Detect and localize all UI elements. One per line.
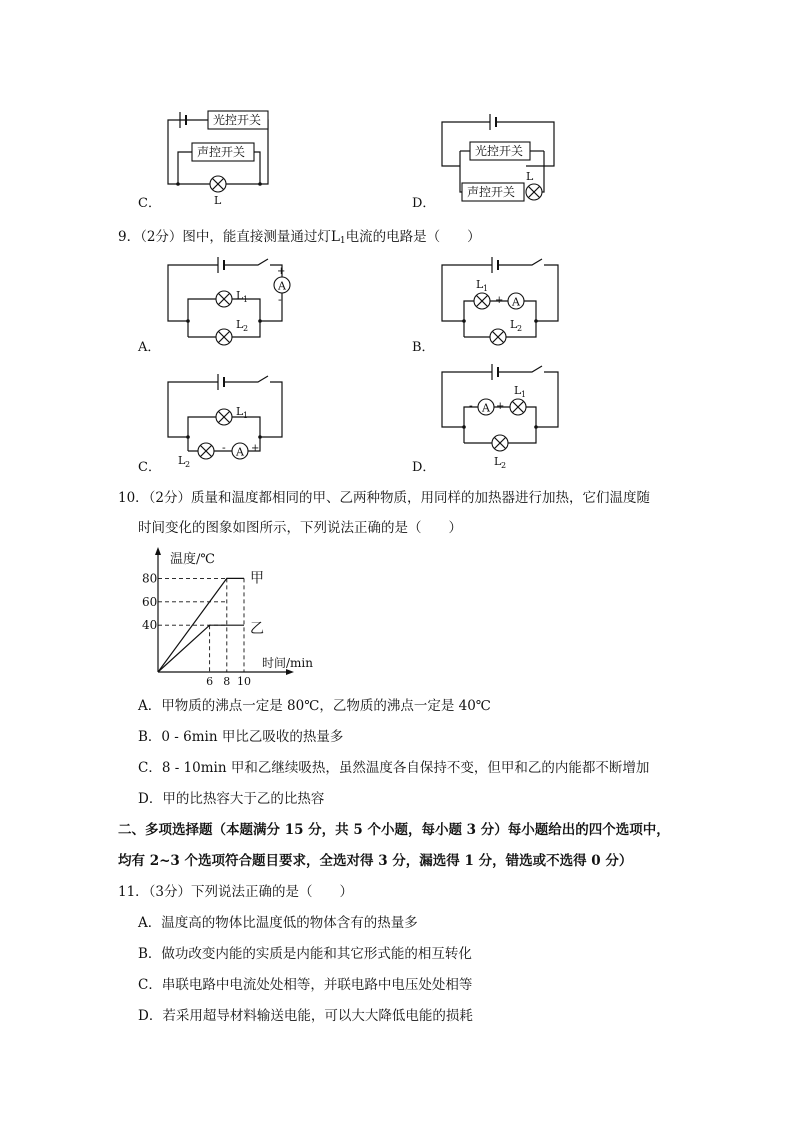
q9-option-a: A． (138, 340, 161, 355)
q9-stem: 9．（2分）图中，能直接测量通过灯$L_1$电流的电路是（ ） (118, 229, 481, 246)
svg-text:-: - (529, 294, 533, 307)
x-axis-label: 时间/min (262, 656, 313, 670)
q10-option-b: B．0 - 6min 甲比乙吸收的热量多 (138, 729, 344, 745)
sound-switch-label-d: 声控开关 (467, 185, 516, 199)
svg-text:1: 1 (243, 295, 249, 304)
q11-option-d: D．若采用超导材料输送电能，可以大大降低电能的损耗 (138, 1008, 473, 1024)
svg-text:-: - (469, 399, 473, 412)
svg-text:L: L (494, 455, 502, 468)
svg-text:L: L (236, 405, 244, 418)
q10-stem-line1: 10．（2分）质量和温度都相同的甲、乙两种物质，用同样的加热器进行加热，它们温度随 (118, 490, 651, 506)
svg-text:+: + (251, 443, 260, 454)
svg-text:1: 1 (521, 390, 527, 399)
svg-text:L: L (514, 384, 522, 397)
svg-text:L: L (476, 278, 484, 291)
lamp-c-label: L (214, 194, 222, 207)
light-switch-label-d: 光控开关 (475, 144, 524, 158)
svg-text:-: - (278, 293, 282, 306)
q9-circuits (130, 255, 590, 475)
light-switch-label-c: 光控开关 (213, 113, 262, 127)
svg-text:+: + (496, 401, 505, 412)
x-tick-label-6: 6 (206, 675, 214, 688)
q9-circuit-d (442, 364, 558, 470)
svg-text:2: 2 (243, 324, 249, 333)
q9-circuit-a (168, 257, 290, 345)
q10-stem-line2: 时间变化的图象如图所示，下列说法正确的是（ ） (138, 520, 462, 536)
y-tick-label-40: 40 (142, 618, 158, 633)
svg-text:2: 2 (517, 324, 523, 333)
y-tick-label-80: 80 (142, 571, 158, 586)
q9-option-b: B． (412, 340, 435, 355)
series-label-2: 乙 (250, 621, 264, 638)
q10-option-a: A．甲物质的沸点一定是 80℃，乙物质的沸点一定是 40℃ (138, 698, 491, 714)
svg-text:1: 1 (483, 284, 489, 293)
svg-text:L: L (178, 454, 186, 467)
q8-option-d: D． (412, 196, 436, 211)
q9-circuit-b (442, 257, 558, 345)
svg-text:L: L (510, 318, 518, 331)
svg-text:+: + (495, 295, 504, 306)
svg-text:A: A (278, 279, 286, 293)
svg-text:1: 1 (243, 411, 249, 420)
series-line-2 (158, 625, 244, 672)
y-tick-label-60: 60 (142, 594, 158, 609)
q11-stem: 11．（3分）下列说法正确的是（ ） (118, 884, 354, 900)
q11-option-c: C．串联电路中电流处处相等，并联电路中电压处处相等 (138, 977, 473, 993)
q9-option-c: C． (138, 460, 161, 475)
temperature-time-chart (140, 545, 340, 690)
q8-option-c: C． (138, 196, 161, 211)
section2-heading-line1: 二、多项选择题（本题满分 15 分，共 5 个小题，每小题 3 分）每小题给出的四个选项中， (118, 822, 670, 838)
q10-option-d: D．甲的比热容大于乙的比热容 (138, 791, 325, 807)
lamp-d-label: L (526, 170, 534, 183)
section2-heading-line2: 均有 2~3 个选项符合题目要求，全选对得 3 分，漏选得 1 分，错选或不选得 0 分） (118, 853, 633, 869)
x-tick-label-10: 10 (237, 675, 251, 688)
svg-text:2: 2 (501, 461, 507, 470)
q8-circuit-d (442, 114, 554, 201)
q11-option-a: A．温度高的物体比温度低的物体含有的热量多 (138, 915, 418, 931)
svg-text:2: 2 (185, 460, 191, 469)
svg-text:+: + (277, 266, 286, 277)
q11-option-b: B．做功改变内能的实质是内能和其它形式能的相互转化 (138, 946, 472, 962)
svg-text:A: A (512, 295, 520, 309)
series-label-1: 甲 (250, 570, 264, 587)
svg-text:L: L (236, 289, 244, 302)
svg-text:-: - (222, 441, 226, 454)
q9-option-d: D． (412, 460, 436, 475)
y-axis-label: 温度/℃ (170, 552, 215, 567)
q9-circuit-c (168, 374, 282, 469)
x-tick-label-8: 8 (223, 675, 231, 688)
svg-text:A: A (236, 445, 244, 459)
q10-option-c: C．8 - 10min 甲和乙继续吸热，虽然温度各自保持不变，但甲和乙的内能都不断增加 (138, 760, 650, 776)
svg-text:L: L (236, 318, 244, 331)
q8-circuit-c (168, 111, 268, 207)
svg-text:A: A (482, 401, 490, 415)
sound-switch-label-c: 声控开关 (197, 145, 246, 159)
q8-circuits (130, 100, 590, 215)
